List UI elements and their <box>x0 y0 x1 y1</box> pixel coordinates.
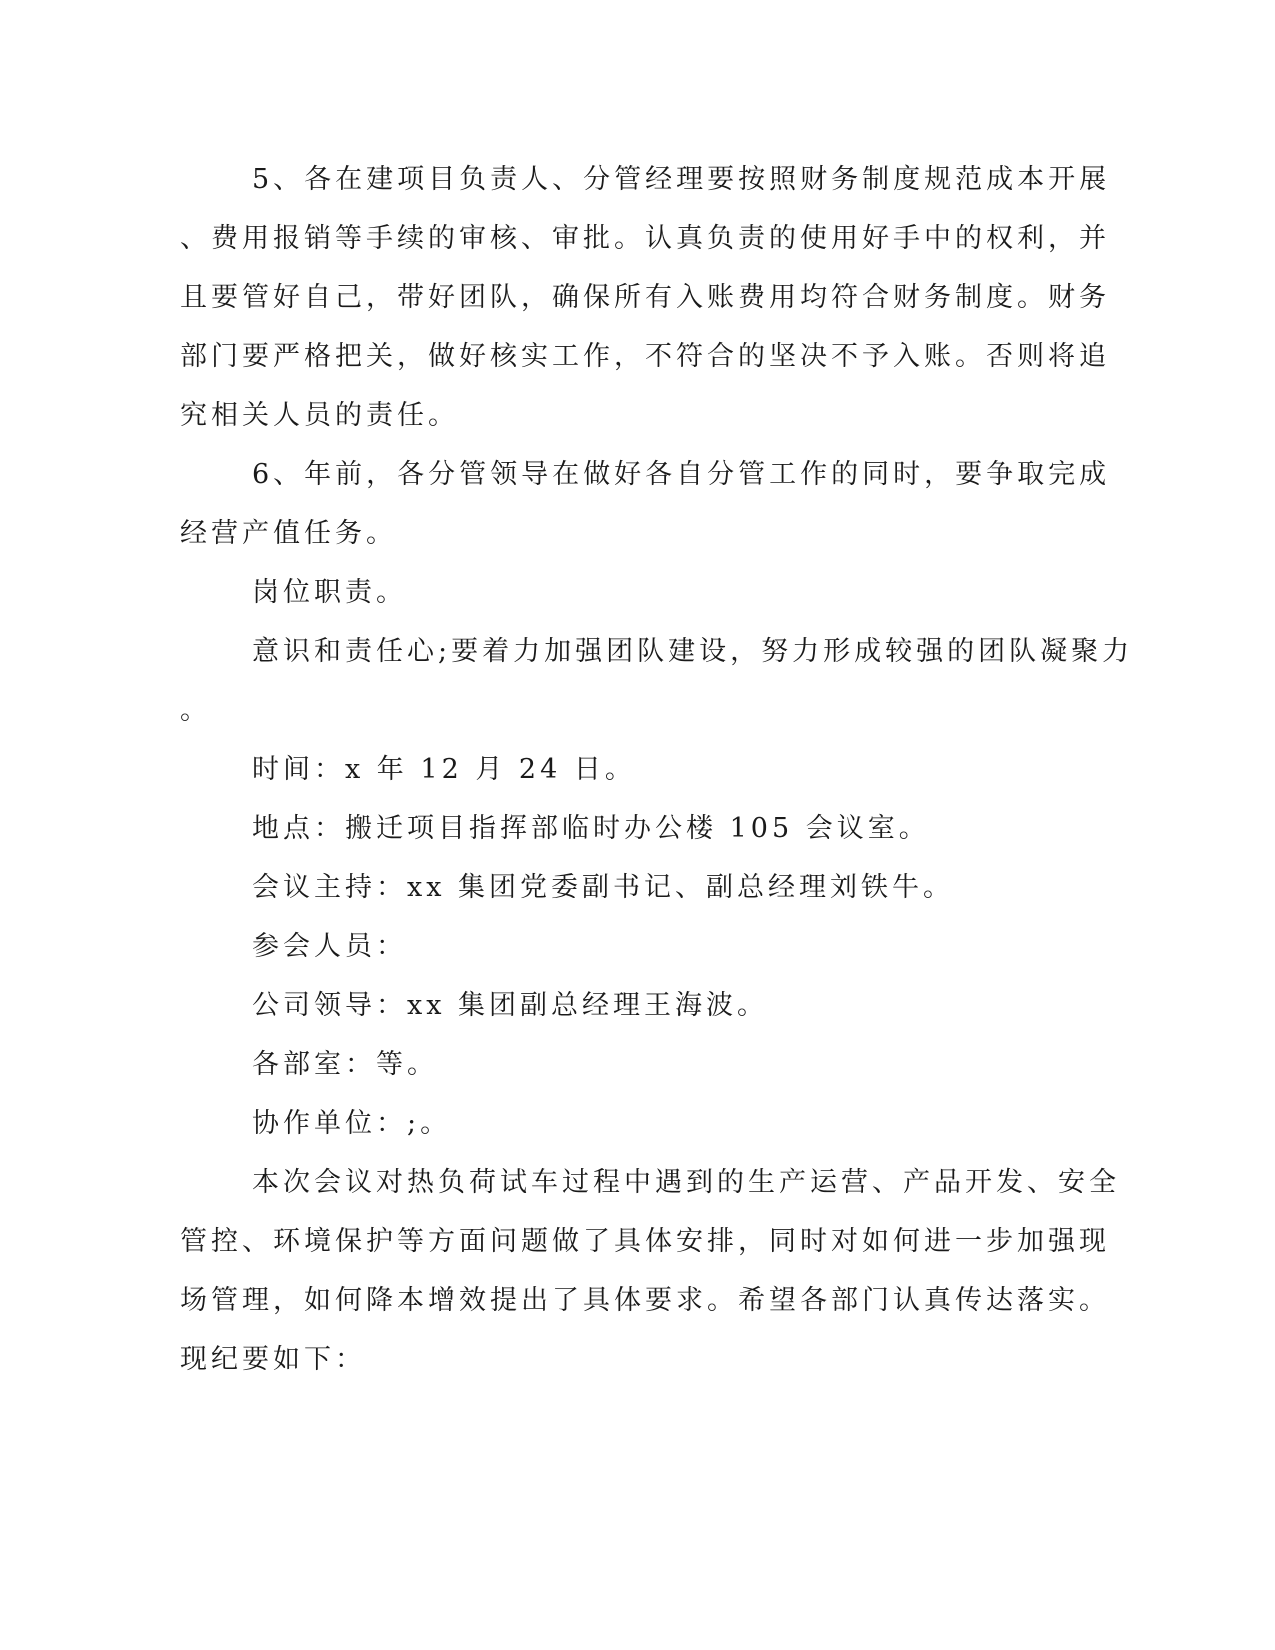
paragraph-5-line-3: 且要管好自己，带好团队，确保所有入账费用均符合财务制度。财务 <box>180 282 1110 313</box>
meeting-time: 时间：x 年 12 月 24 日。 <box>252 754 636 785</box>
summary-line-4: 现纪要如下： <box>180 1344 366 1375</box>
summary-line-2: 管控、环境保护等方面问题做了具体安排，同时对如何进一步加强现 <box>180 1226 1110 1257</box>
responsibility-line-2: 。 <box>180 695 211 726</box>
paragraph-5-line-1: 5、各在建项目负责人、分管经理要按照财务制度规范成本开展 <box>252 164 1111 195</box>
paragraph-6-line-1: 6、年前，各分管领导在做好各自分管工作的同时，要争取完成 <box>252 459 1111 490</box>
company-leaders: 公司领导：xx 集团副总经理王海波。 <box>252 990 769 1021</box>
responsibility-line-1: 意识和责任心;要着力加强团队建设，努力形成较强的团队凝聚力 <box>252 636 1134 667</box>
attendees-label: 参会人员： <box>252 931 407 962</box>
paragraph-6-line-2: 经营产值任务。 <box>180 518 397 549</box>
summary-line-3: 场管理，如何降本增效提出了具体要求。希望各部门认真传达落实。 <box>180 1285 1110 1316</box>
meeting-host: 会议主持：xx 集团党委副书记、副总经理刘铁牛。 <box>252 872 955 903</box>
meeting-location: 地点：搬迁项目指挥部临时办公楼 105 会议室。 <box>252 813 930 844</box>
summary-line-1: 本次会议对热负荷试车过程中遇到的生产运营、产品开发、安全 <box>252 1167 1120 1198</box>
departments: 各部室：等。 <box>252 1049 438 1080</box>
paragraph-5-line-5: 究相关人员的责任。 <box>180 400 459 431</box>
paragraph-5-line-2: 、费用报销等手续的审核、审批。认真负责的使用好手中的权利，并 <box>180 223 1110 254</box>
paragraph-5-line-4: 部门要严格把关，做好核实工作，不符合的坚决不予入账。否则将追 <box>180 341 1110 372</box>
cooperating-units: 协作单位：;。 <box>252 1108 452 1139</box>
job-duty-heading: 岗位职责。 <box>252 577 407 608</box>
